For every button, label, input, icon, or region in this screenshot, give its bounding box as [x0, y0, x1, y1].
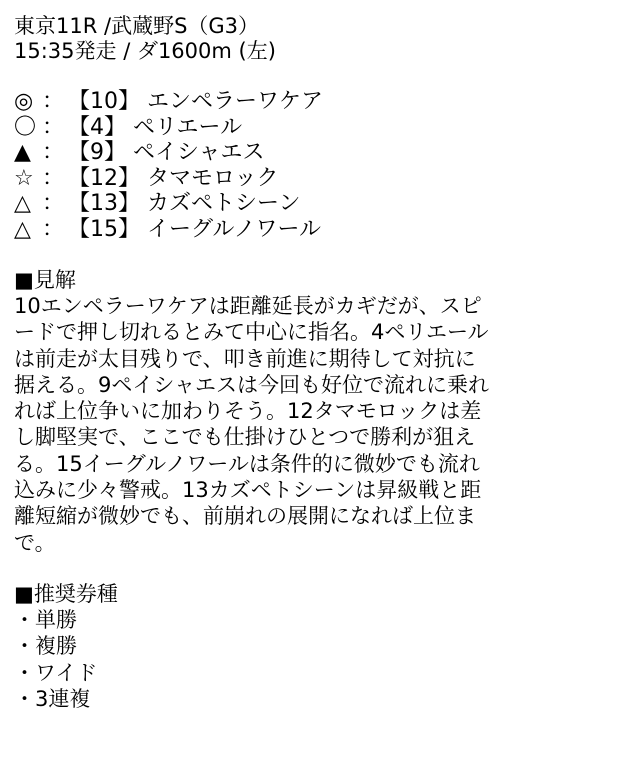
bets-list	[14, 607, 626, 712]
pick-separator: ：	[42, 191, 65, 216]
analysis-line: 据える。9ペイシャエスは今回も好位で流れに乗れ	[14, 372, 489, 397]
analysis-line: れば上位争いに加わりそう。12タマモロックは差	[14, 399, 482, 424]
race-title: 東京11R /武蔵野S（G3）	[14, 14, 260, 38]
pick-separator: ：	[42, 140, 65, 165]
pick-horse: 【12】 タマモロック	[68, 165, 279, 191]
pick-row-renka-2	[14, 217, 626, 243]
spacer	[14, 64, 626, 89]
pick-mark: △	[14, 216, 31, 242]
pick-horse: 【9】 ペイシャエス	[68, 140, 265, 165]
race-info: 15:35発走 / ダ1600m (左)	[14, 39, 276, 63]
bet-type-item: ・3連複	[14, 686, 91, 711]
analysis-line: 10エンペラーワケアは距離延長がカギだが、スピ	[14, 294, 482, 318]
analysis-line: で。	[14, 530, 56, 555]
pick-horse: 【15】 イーグルノワール	[68, 216, 322, 242]
bets-heading: ■推奨券種	[14, 581, 118, 606]
analysis-line: 離短縮が微妙でも、前崩れの展開になれば上位ま	[14, 504, 476, 529]
pick-mark: ◎	[14, 89, 34, 114]
pick-row-hoshi	[14, 166, 626, 192]
bet-type-item: ・複勝	[14, 634, 77, 659]
pick-row-taikou	[14, 115, 626, 141]
pick-separator: ：	[42, 165, 65, 191]
pick-row-renka-1	[14, 191, 626, 217]
pick-horse: 【4】 ペリエール	[68, 114, 243, 140]
pick-mark: 〇	[14, 114, 37, 140]
analysis-line: し脚堅実で、ここでも仕掛けひとつで勝利が狙え	[14, 425, 476, 450]
pick-separator: ：	[42, 89, 65, 114]
analysis-line: は前走が太目残りで、叩き前進に期待して対抗に	[14, 346, 476, 371]
pick-row-honmei	[14, 89, 626, 115]
analysis-body	[14, 293, 626, 556]
picks-list	[14, 89, 626, 242]
analysis-line: ードで押し切れるとみて中心に指名。4ペリエール	[14, 320, 489, 345]
analysis-line: 込みに少々警戒。13カズペトシーンは昇級戦と距	[14, 478, 482, 503]
spacer	[14, 556, 626, 581]
analysis-line: る。15イーグルノワールは条件的に微妙でも流れ	[14, 451, 480, 476]
bet-type-item: ・ワイド	[14, 660, 98, 685]
spacer	[14, 242, 626, 267]
pick-mark: ☆	[14, 165, 34, 191]
pick-row-tanana	[14, 140, 626, 166]
pick-separator: ：	[42, 114, 65, 140]
pick-separator: ：	[42, 216, 65, 242]
pick-mark: ▲	[14, 140, 31, 165]
race-prediction-page	[14, 14, 626, 712]
pick-horse: 【10】 エンペラーワケア	[68, 89, 323, 114]
analysis-heading: ■見解	[14, 268, 76, 292]
bet-type-item: ・単勝	[14, 607, 77, 632]
pick-mark: △	[14, 191, 31, 216]
pick-horse: 【13】 カズペトシーン	[68, 191, 301, 216]
